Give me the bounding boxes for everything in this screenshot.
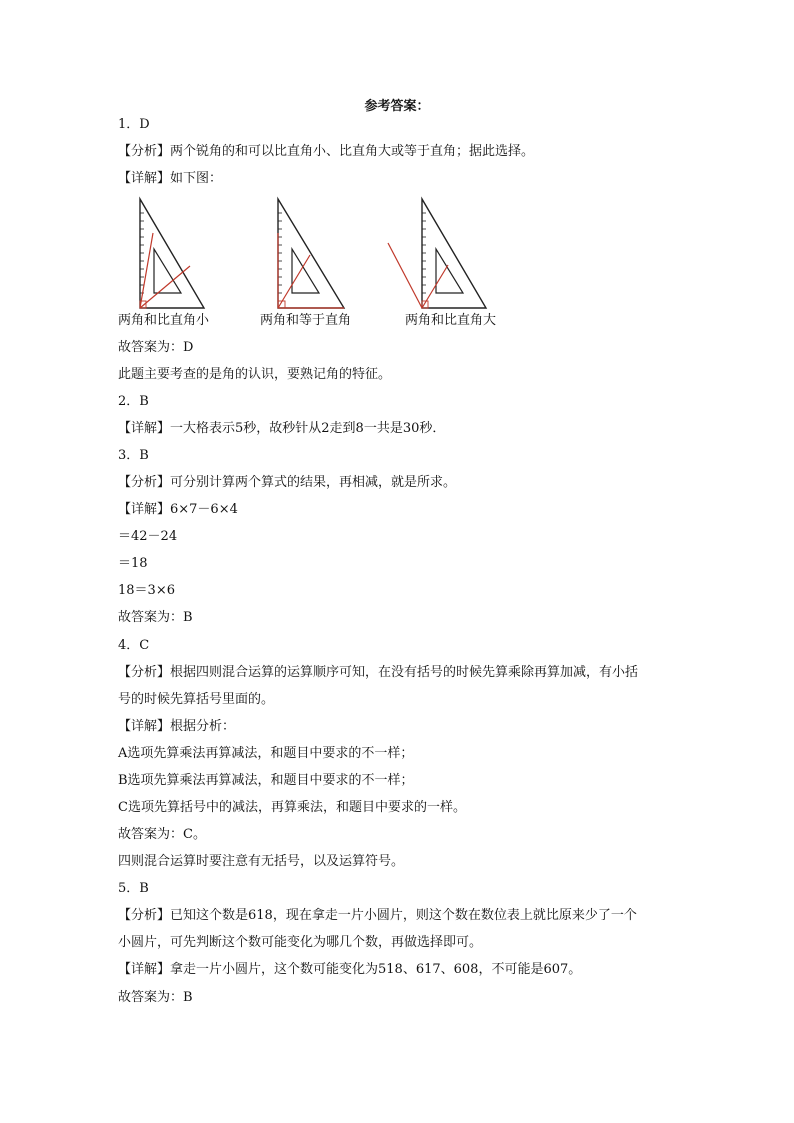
figure-caption-1: 两角和比直角小 bbox=[118, 313, 210, 328]
answer-3-analysis: 【分析】可分别计算两个算式的结果，再相减，就是所求。 bbox=[118, 475, 457, 490]
answer-3-conclusion: 故答案为：B bbox=[118, 610, 193, 625]
angle-ray-1a bbox=[140, 233, 153, 308]
answer-4-analysis-1: 【分析】根据四则混合运算的运算顺序可知，在没有括号的时候先算乘除再算加减，有小括 bbox=[118, 665, 639, 680]
figure-caption-3: 两角和比直角大 bbox=[405, 313, 497, 328]
answer-4-option-b: B选项先算乘法再算减法，和题目中要求的不一样； bbox=[118, 773, 414, 788]
angle-ray-2b bbox=[278, 255, 310, 308]
figure-caption-2: 两角和等于直角 bbox=[260, 313, 352, 328]
answer-5-analysis-2: 小圆片，可先判断这个数可能变化为哪几个数，再做选择即可。 bbox=[118, 935, 483, 950]
set-square-1 bbox=[140, 199, 204, 308]
answer-5-detail: 【详解】拿走一片小圆片，这个数可能变化为518、617、608，不可能是607。 bbox=[118, 962, 582, 977]
answer-3-step-2: ＝18 bbox=[118, 556, 148, 571]
page-title: 参考答案： bbox=[364, 99, 430, 114]
answer-4-analysis-2: 号的时候先算括号里面的。 bbox=[118, 692, 275, 707]
answer-4-label: 4．C bbox=[118, 638, 150, 653]
answer-4-option-a: A选项先算乘法再算减法，和题目中要求的不一样； bbox=[118, 746, 414, 761]
answer-3-detail: 【详解】6×7－6×4 bbox=[118, 502, 238, 517]
answer-1-analysis: 【分析】两个锐角的和可以比直角小、比直角大或等于直角；据此选择。 bbox=[118, 144, 535, 159]
angle-ray-3a bbox=[388, 243, 422, 308]
answer-2-detail: 【详解】一大格表示5秒，故秒针从2走到8一共是30秒． bbox=[118, 421, 446, 436]
answer-5-label: 5．B bbox=[118, 881, 149, 896]
set-square-3 bbox=[388, 199, 486, 308]
set-square-figure bbox=[118, 193, 518, 315]
answer-4-note: 四则混合运算时要注意有无括号，以及运算符号。 bbox=[118, 854, 405, 869]
answer-5-analysis-1: 【分析】已知这个数是618，现在拿走一片小圆片，则这个数在数位表上就比原来少了一个 bbox=[118, 908, 637, 923]
angle-ray-1b bbox=[140, 266, 190, 308]
angle-ray-3b bbox=[422, 265, 448, 308]
answer-1-label: 1．D bbox=[118, 117, 150, 132]
answer-5-conclusion: 故答案为：B bbox=[118, 990, 193, 1005]
set-square-2 bbox=[278, 199, 344, 308]
answer-3-label: 3．B bbox=[118, 448, 149, 463]
answer-2-label: 2．B bbox=[118, 394, 149, 409]
answer-1-detail: 【详解】如下图： bbox=[118, 171, 223, 186]
answer-3-step-1: ＝42－24 bbox=[118, 529, 178, 544]
answer-4-detail: 【详解】根据分析： bbox=[118, 719, 236, 734]
answer-4-conclusion: 故答案为：C。 bbox=[118, 827, 206, 842]
answer-1-conclusion: 故答案为：D bbox=[118, 340, 194, 355]
answer-3-step-3: 18＝3×6 bbox=[118, 583, 175, 598]
answer-4-option-c: C选项先算括号中的减法，再算乘法，和题目中要求的一样。 bbox=[118, 800, 466, 815]
answer-1-note: 此题主要考查的是角的认识，要熟记角的特征。 bbox=[118, 367, 392, 382]
